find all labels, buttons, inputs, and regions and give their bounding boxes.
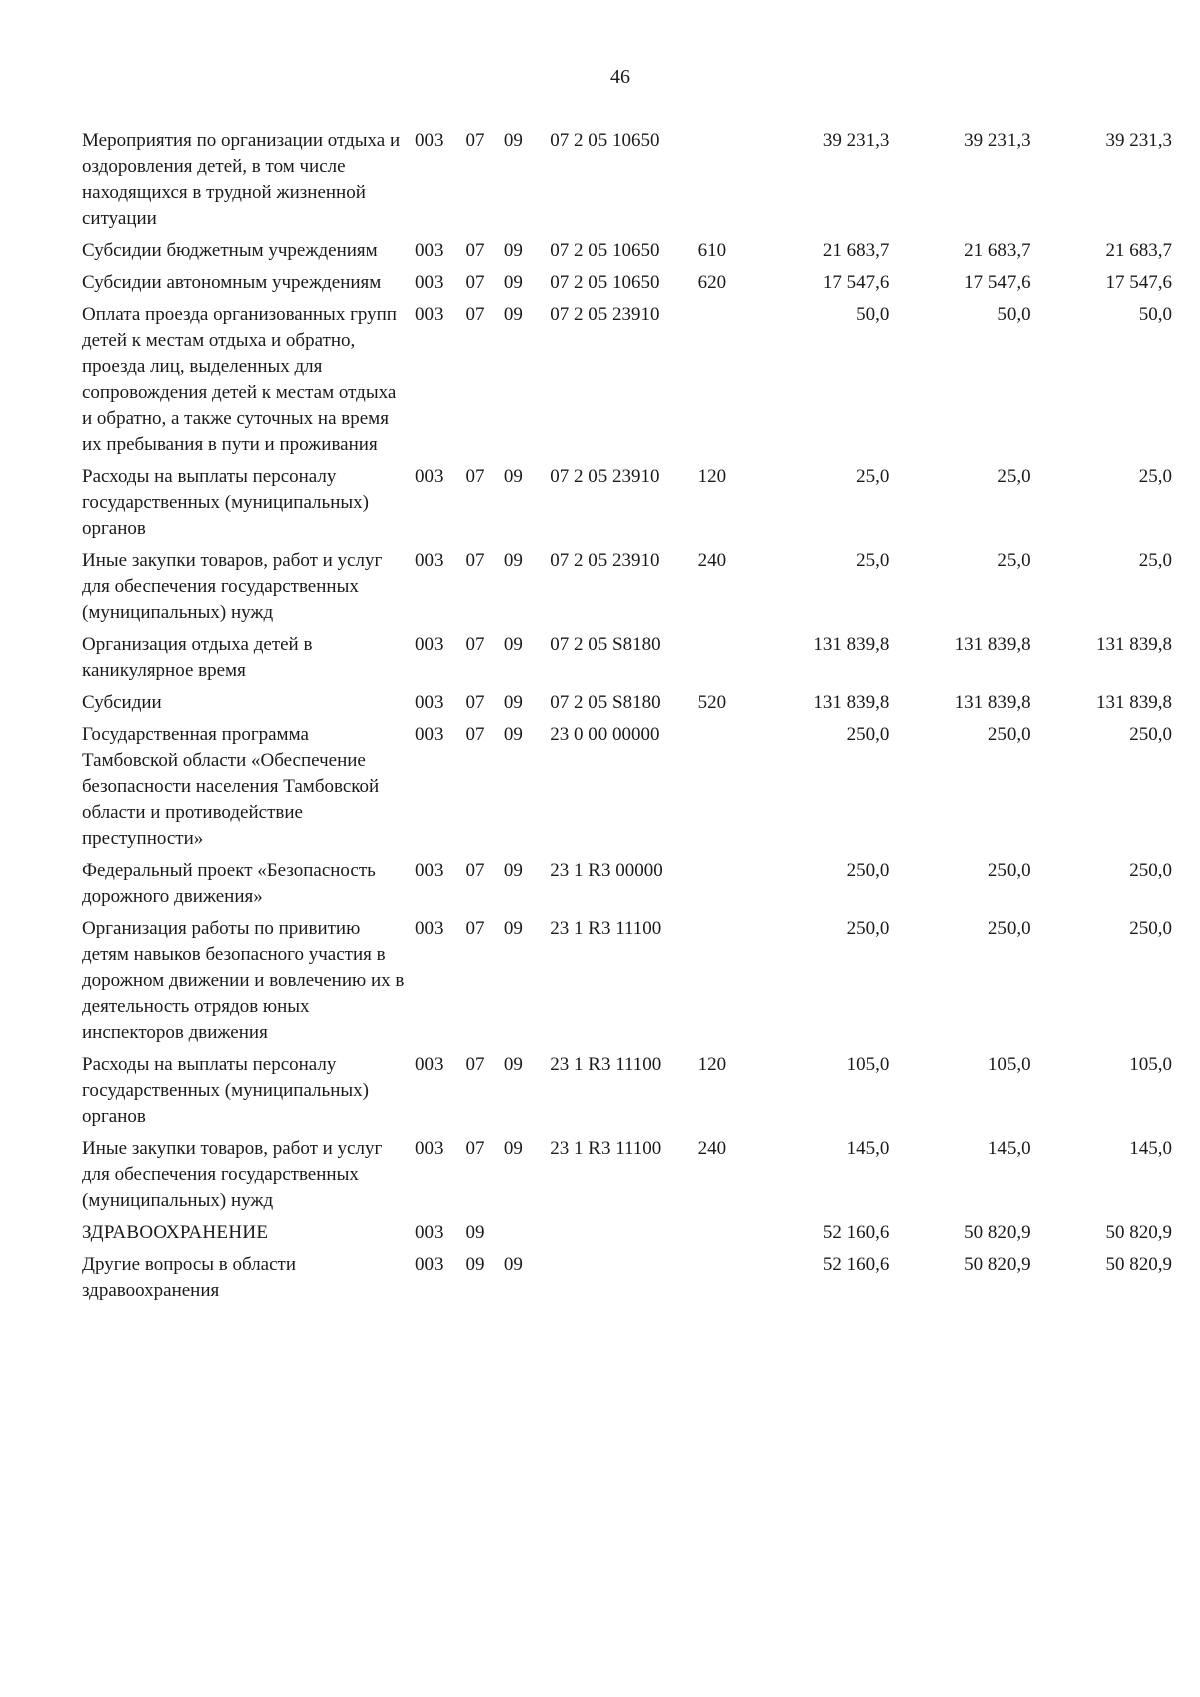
row-year3: 50 820,9 (1105, 1254, 1172, 1275)
row-vr: 240 (697, 550, 727, 571)
row-vr (698, 302, 748, 464)
row-rz: 07 (465, 860, 485, 881)
row-grbs: 003 (415, 692, 444, 713)
row-grbs: 003 (415, 1254, 444, 1275)
row-year2: 50 820,9 (964, 1222, 1031, 1243)
table-row (82, 1052, 1172, 1136)
row-csr: 23 0 00 00000 (550, 724, 660, 745)
row-year2: 17 547,6 (964, 272, 1031, 293)
row-csr (550, 1220, 697, 1252)
row-csr: 07 2 05 10650 (550, 272, 660, 293)
table-row (82, 858, 1172, 916)
row-year3: 145,0 (1129, 1138, 1172, 1159)
row-year2: 25,0 (997, 550, 1031, 571)
row-pr (504, 1220, 550, 1252)
row-vr: 520 (697, 692, 727, 713)
row-year3: 17 547,6 (1105, 272, 1172, 293)
row-vr (698, 632, 748, 690)
row-grbs: 003 (415, 240, 444, 261)
row-rz: 07 (465, 724, 485, 745)
row-year1: 250,0 (846, 918, 890, 939)
row-pr: 09 (503, 860, 523, 881)
table-row (82, 916, 1172, 1052)
row-year1: 17 547,6 (822, 272, 890, 293)
row-rz: 09 (465, 1254, 485, 1275)
row-grbs: 003 (415, 724, 444, 745)
row-year2: 250,0 (987, 918, 1031, 939)
table-body (82, 128, 1172, 1310)
row-vr (698, 1220, 748, 1252)
row-year1: 131 839,8 (813, 692, 890, 713)
row-year1: 105,0 (846, 1054, 890, 1075)
table-row (82, 722, 1172, 858)
row-grbs: 003 (415, 130, 444, 151)
row-year3: 105,0 (1129, 1054, 1172, 1075)
row-grbs: 003 (415, 466, 444, 487)
row-rz: 07 (465, 240, 485, 261)
row-year3: 50,0 (1138, 304, 1172, 325)
row-year1: 50,0 (856, 304, 890, 325)
row-pr: 09 (503, 1254, 523, 1275)
row-year2: 105,0 (987, 1054, 1031, 1075)
row-grbs: 003 (415, 272, 444, 293)
row-year3: 21 683,7 (1105, 240, 1172, 261)
row-pr: 09 (503, 634, 523, 655)
table-row (82, 690, 1172, 722)
row-year2: 25,0 (997, 466, 1031, 487)
row-year1: 21 683,7 (822, 240, 890, 261)
row-vr: 120 (697, 466, 727, 487)
table-row (82, 270, 1172, 302)
row-rz: 07 (465, 130, 485, 151)
row-pr: 09 (503, 304, 523, 325)
row-pr: 09 (503, 1138, 523, 1159)
row-name: Государственная программа Тамбовской области «Обеспечение безопасности населения Тамбовской области и противодействие преступности» (82, 724, 380, 849)
table-row (82, 1220, 1172, 1252)
row-name: Другие вопросы в области здравоохранения (82, 1254, 297, 1301)
row-name: Организация отдыха детей в каникулярное время (82, 634, 313, 681)
table-row (82, 464, 1172, 548)
row-name: Оплата проезда организованных групп детей к местам отдыха и обратно, проезда лиц, выделенных для сопровождения детей к местам отдыха и обратно, а также суточных на время их пребывания в пути и проживания (82, 304, 397, 455)
row-year2: 21 683,7 (964, 240, 1031, 261)
row-csr: 23 1 R3 11100 (550, 918, 662, 939)
row-year1: 145,0 (846, 1138, 890, 1159)
row-grbs: 003 (415, 1222, 444, 1243)
row-csr: 07 2 05 23910 (550, 550, 660, 571)
row-pr: 09 (503, 240, 523, 261)
row-name: Организация работы по привитию детям навыков безопасного участия в дорожном движении и вовлечению их в деятельность отрядов юных инспекторов движения (82, 918, 405, 1043)
row-year2: 39 231,3 (964, 130, 1031, 151)
table-row (82, 1252, 1172, 1310)
row-csr: 07 2 05 10650 (550, 130, 660, 151)
row-rz: 09 (465, 1222, 485, 1243)
row-year3: 50 820,9 (1105, 1222, 1172, 1243)
row-rz: 07 (465, 272, 485, 293)
row-csr (550, 1252, 697, 1310)
row-grbs: 003 (415, 918, 444, 939)
row-csr: 07 2 05 23910 (550, 466, 660, 487)
row-pr: 09 (503, 550, 523, 571)
row-grbs: 003 (415, 1054, 444, 1075)
row-vr (698, 858, 748, 916)
row-year2: 250,0 (987, 724, 1031, 745)
row-csr: 07 2 05 S8180 (550, 692, 661, 713)
row-csr: 07 2 05 10650 (550, 240, 660, 261)
table-row (82, 1136, 1172, 1220)
row-csr: 07 2 05 S8180 (550, 634, 661, 655)
row-rz: 07 (465, 692, 485, 713)
row-name: Субсидии бюджетным учреждениям (82, 240, 378, 261)
row-grbs: 003 (415, 550, 444, 571)
row-csr: 07 2 05 23910 (550, 304, 660, 325)
budget-table (82, 128, 1172, 1310)
row-grbs: 003 (415, 1138, 444, 1159)
row-year2: 50 820,9 (964, 1254, 1031, 1275)
row-rz: 07 (465, 304, 485, 325)
row-pr: 09 (503, 724, 523, 745)
row-year1: 39 231,3 (822, 130, 890, 151)
table-row (82, 128, 1172, 238)
row-name: ЗДРАВООХРАНЕНИЕ (82, 1222, 269, 1243)
table-row (82, 632, 1172, 690)
row-pr: 09 (503, 692, 523, 713)
row-year3: 250,0 (1129, 860, 1172, 881)
row-name: Федеральный проект «Безопасность дорожного движения» (82, 860, 376, 907)
row-year2: 145,0 (987, 1138, 1031, 1159)
row-pr: 09 (503, 466, 523, 487)
row-csr: 23 1 R3 11100 (550, 1138, 662, 1159)
row-year3: 131 839,8 (1096, 692, 1172, 713)
row-year3: 39 231,3 (1105, 130, 1172, 151)
row-year3: 131 839,8 (1096, 634, 1172, 655)
row-rz: 07 (465, 1138, 485, 1159)
row-pr: 09 (503, 130, 523, 151)
row-vr (698, 1252, 748, 1310)
row-year1: 52 160,6 (822, 1222, 890, 1243)
row-year3: 250,0 (1129, 724, 1172, 745)
row-vr: 610 (697, 240, 727, 261)
row-year2: 131 839,8 (954, 634, 1031, 655)
row-vr (698, 916, 748, 1052)
row-year3: 25,0 (1138, 550, 1172, 571)
row-vr (698, 722, 748, 858)
page-number: 46 (610, 66, 630, 88)
row-name: Субсидии автономным учреждениям (82, 272, 382, 293)
row-year2: 131 839,8 (954, 692, 1031, 713)
row-grbs: 003 (415, 634, 444, 655)
row-rz: 07 (465, 918, 485, 939)
table-row (82, 302, 1172, 464)
row-csr: 23 1 R3 00000 (550, 860, 663, 881)
row-year2: 250,0 (987, 860, 1031, 881)
row-rz: 07 (465, 550, 485, 571)
row-year1: 25,0 (856, 466, 890, 487)
row-name: Иные закупки товаров, работ и услуг для обеспечения государственных (муниципальных) нужд (82, 550, 383, 623)
row-name: Иные закупки товаров, работ и услуг для обеспечения государственных (муниципальных) нужд (82, 1138, 383, 1211)
row-vr: 120 (697, 1054, 727, 1075)
row-year2: 50,0 (997, 304, 1031, 325)
row-pr: 09 (503, 272, 523, 293)
row-year3: 25,0 (1138, 466, 1172, 487)
row-year1: 25,0 (856, 550, 890, 571)
row-rz: 07 (465, 634, 485, 655)
row-name: Субсидии (82, 692, 162, 713)
row-grbs: 003 (415, 304, 444, 325)
table-row (82, 238, 1172, 270)
row-csr: 23 1 R3 11100 (550, 1054, 662, 1075)
row-grbs: 003 (415, 860, 444, 881)
row-vr: 240 (697, 1138, 727, 1159)
row-rz: 07 (465, 1054, 485, 1075)
row-name: Расходы на выплаты персоналу государственных (муниципальных) органов (82, 1054, 369, 1127)
row-name: Расходы на выплаты персоналу государственных (муниципальных) органов (82, 466, 369, 539)
row-pr: 09 (503, 1054, 523, 1075)
row-vr: 620 (697, 272, 727, 293)
row-year1: 131 839,8 (813, 634, 890, 655)
row-year1: 250,0 (846, 860, 890, 881)
row-name: Мероприятия по организации отдыха и оздоровления детей, в том числе находящихся в трудной жизненной ситуации (82, 130, 401, 229)
row-year3: 250,0 (1129, 918, 1172, 939)
row-year1: 52 160,6 (822, 1254, 890, 1275)
row-vr (698, 128, 748, 238)
table-row (82, 548, 1172, 632)
row-rz: 07 (465, 466, 485, 487)
row-year1: 250,0 (846, 724, 890, 745)
row-pr: 09 (503, 918, 523, 939)
